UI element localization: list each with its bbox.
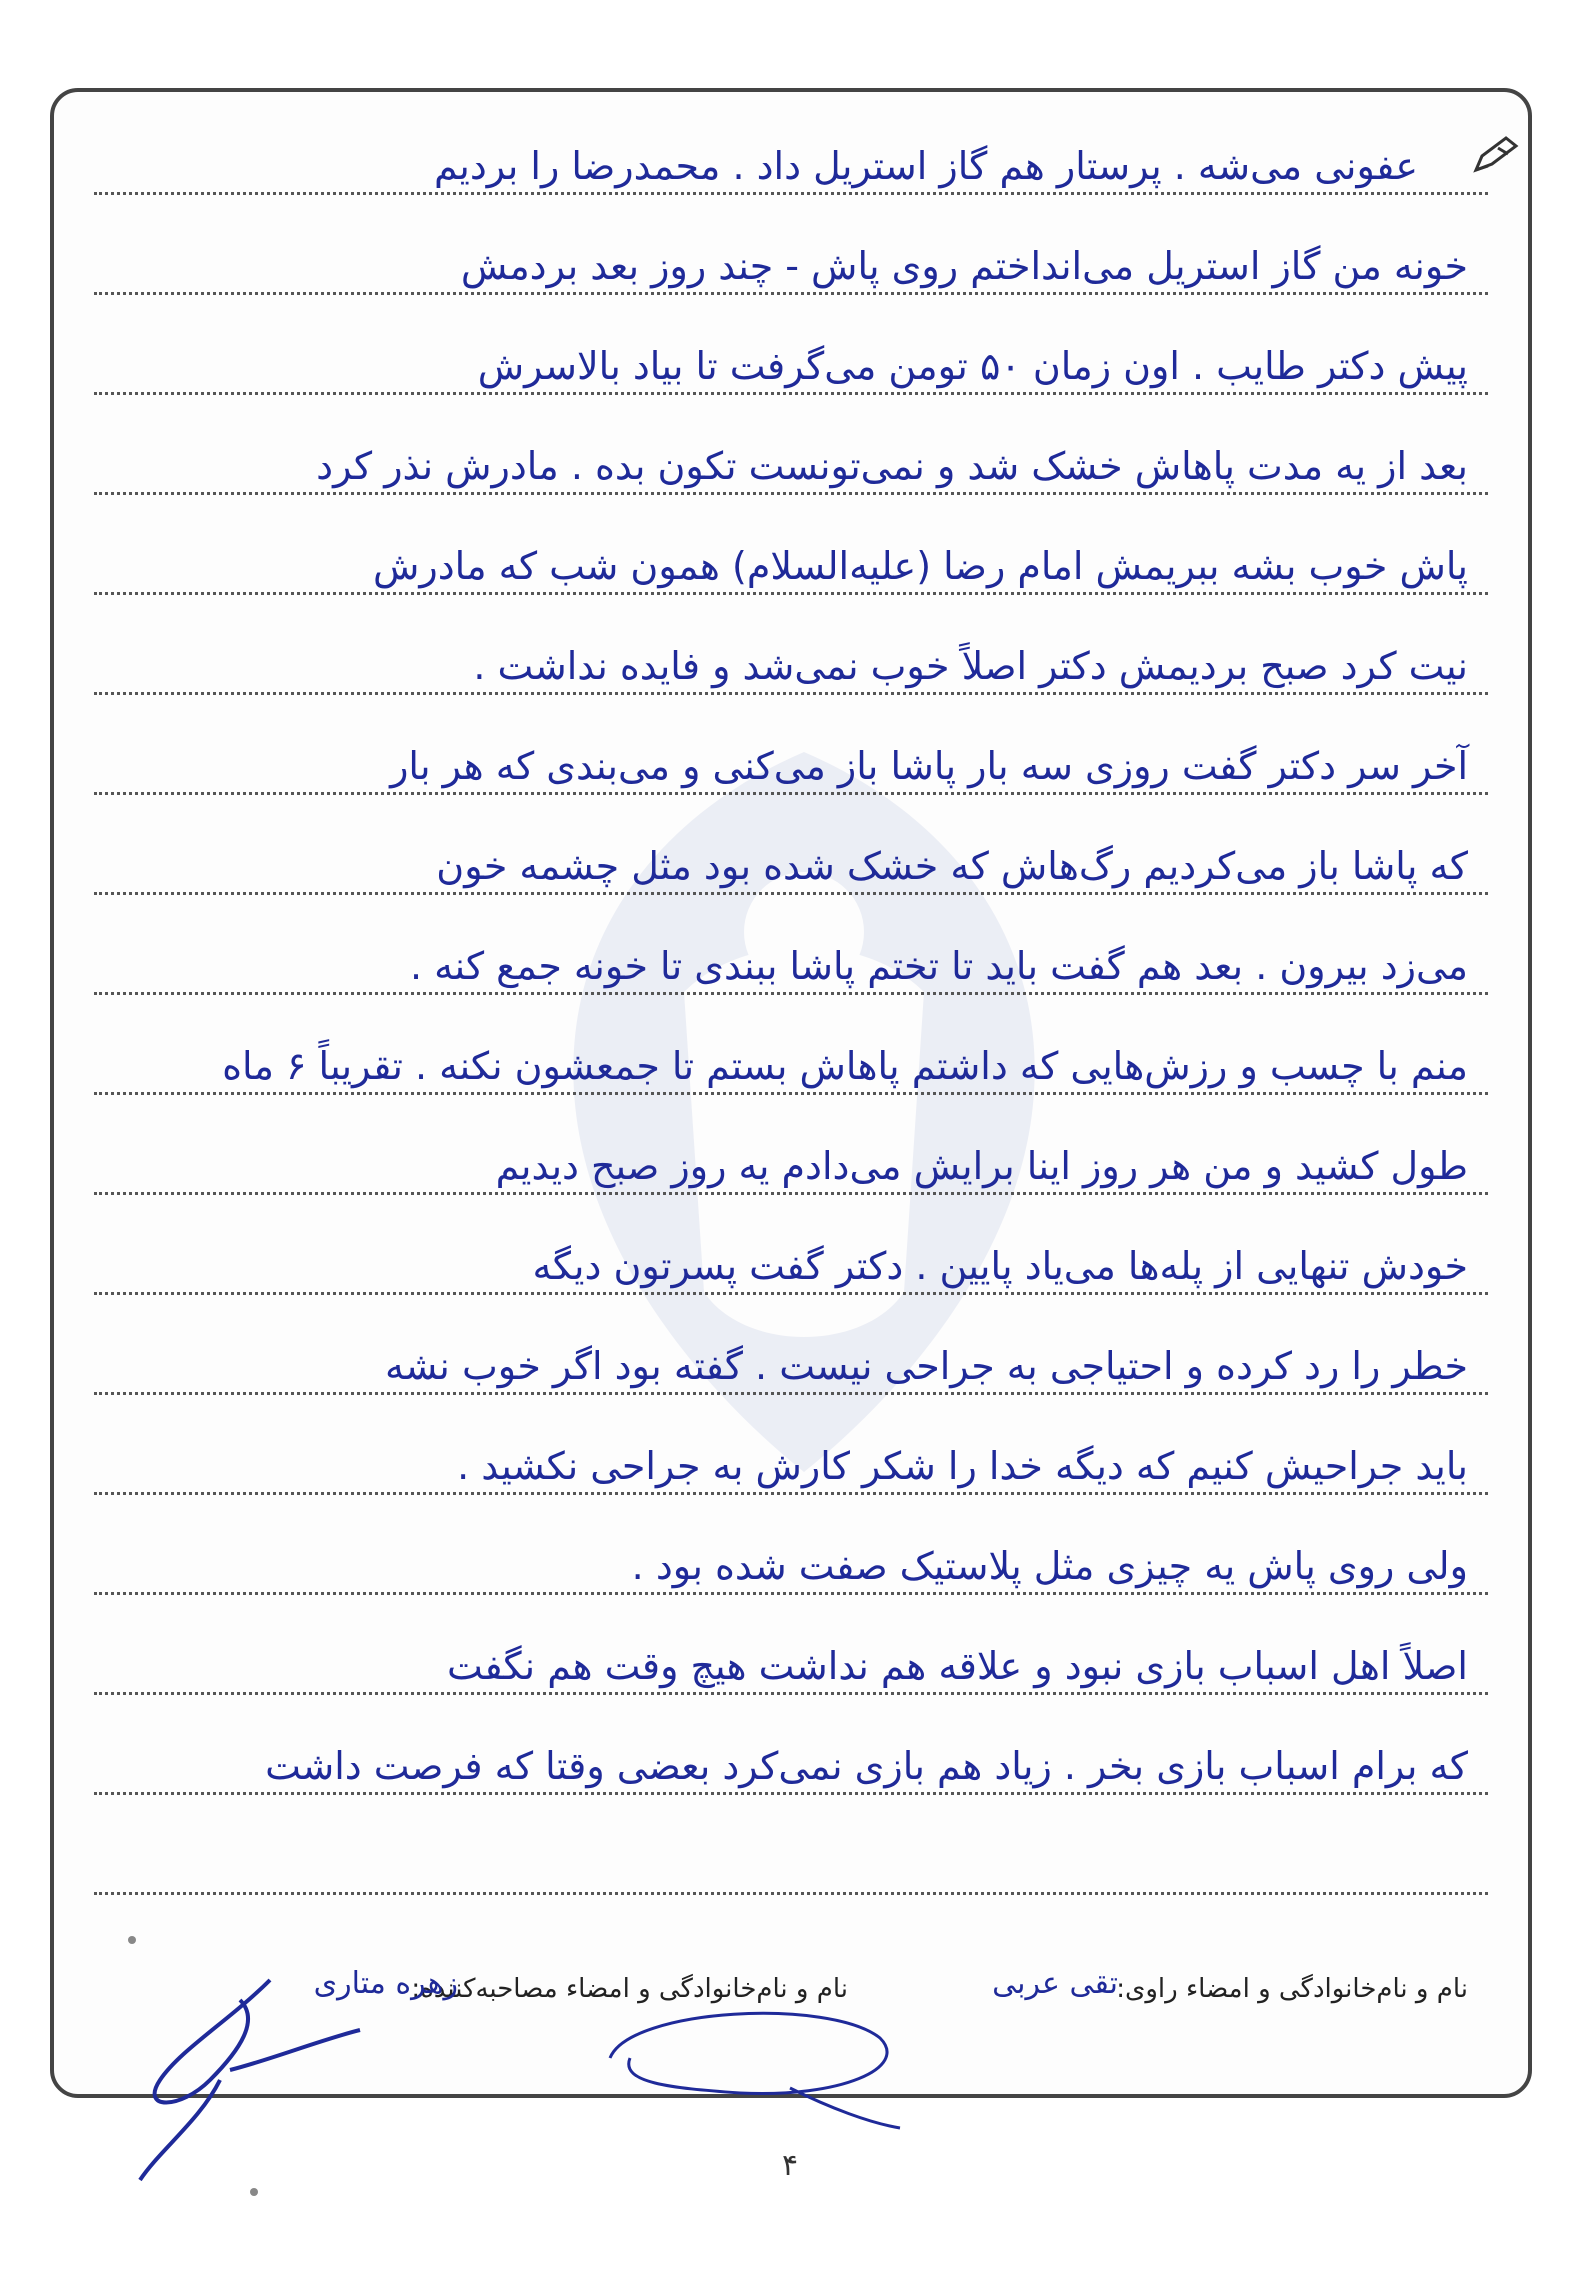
interviewer-name: زهره متاری [313,1966,458,2001]
ink-dot [250,2188,258,2196]
ruled-line [94,722,1488,795]
handwritten-line: خونه من گاز استریل می‌انداختم روی پاش - چند روز بعد بردمش [460,244,1468,288]
page-frame [50,88,1532,2098]
handwritten-line: که برام اسباب بازی بخر . زیاد هم بازی نمی‌کرد بعضی وقتا که فرصت داشت [265,1744,1468,1788]
page-number: ۴ [781,2148,799,2183]
handwritten-line: بعد از یه مدت پاهاش خشک شد و نمی‌تونست تکون بده . مادرش نذر کرد [316,444,1468,488]
handwritten-line: پیش دکتر طایب . اون زمان ۵۰ تومن می‌گرفت تا بیاد بالاسرش [477,344,1468,388]
ruled-line [94,222,1488,295]
ruled-line [94,1722,1488,1795]
ruled-line [94,622,1488,695]
handwritten-line: عفونی می‌شه . پرستار هم گاز استریل داد . محمدرضا را بردیم [434,144,1418,188]
ruled-line [94,1122,1488,1195]
handwritten-line: می‌زد بیرون . بعد هم گفت باید تا تختم پاشا ببندی تا خونه جمع کنه . [409,944,1468,988]
ruled-line [94,822,1488,895]
ruled-line [94,922,1488,995]
handwritten-line: باید جراحیش کنیم که دیگه خدا را شکر کارش به جراحی نکشید . [457,1444,1468,1488]
handwritten-line: خودش تنهایی از پله‌ها می‌یاد پایین . دکتر گفت پسرتون دیگه [532,1244,1468,1288]
handwritten-line: ولی روی پاش یه چیزی مثل پلاستیک صفت شده بود . [631,1544,1468,1588]
ruled-line [94,1822,1488,1895]
interviewer-label: نام و نام‌خانوادگی و امضاء مصاحبه‌کننده: [411,1974,848,2004]
ruled-line [94,1322,1488,1395]
ruled-line [94,422,1488,495]
handwritten-line: طول کشید و من هر روز اینا برایش می‌دادم یه روز صبح دیدیم [495,1144,1468,1188]
narrator-name: تقی عربی [992,1966,1118,2001]
handwritten-line: منم با چسب و رزش‌هایی که داشتم پاهاش بستم تا جمعشون نکنه . تقریباً ۶ ماه [222,1044,1468,1088]
ruled-line [94,522,1488,595]
handwritten-line: که پاشا باز می‌کردیم رگ‌هاش که خشک شده بود مثل چشمه خون [436,844,1468,888]
handwritten-line: اصلاً اهل اسباب بازی نبود و علاقه هم نداشت هیچ وقت هم نگفت [447,1644,1468,1688]
handwritten-line: پاش خوب بشه ببریمش امام رضا (علیه‌السلام) همون شب که مادرش [372,544,1468,588]
ruled-line [94,1622,1488,1695]
handwritten-line: نیت کرد صبح بردیمش دکتر اصلاً خوب نمی‌شد و فایده نداشت . [473,644,1468,688]
ruled-line [94,322,1488,395]
interviewer-signature-loop [590,1988,910,2138]
ruled-line [94,1022,1488,1095]
ruled-line [94,1422,1488,1495]
ink-dot [128,1936,136,1944]
narrator-label: نام و نام‌خانوادگی و امضاء راوی: [1116,1974,1468,2004]
handwritten-line: آخر سر دکتر گفت روزی سه بار پاشا باز می‌کنی و می‌بندی که هر بار [390,744,1468,788]
ruled-line [94,122,1488,195]
handwritten-line: خطر را رد کرده و احتیاجی به جراحی نیست . گفته بود اگر خوب نشه [385,1344,1468,1388]
narrator-signature-scribble [120,1960,380,2190]
ruled-line [94,1522,1488,1595]
ruled-line [94,1222,1488,1295]
